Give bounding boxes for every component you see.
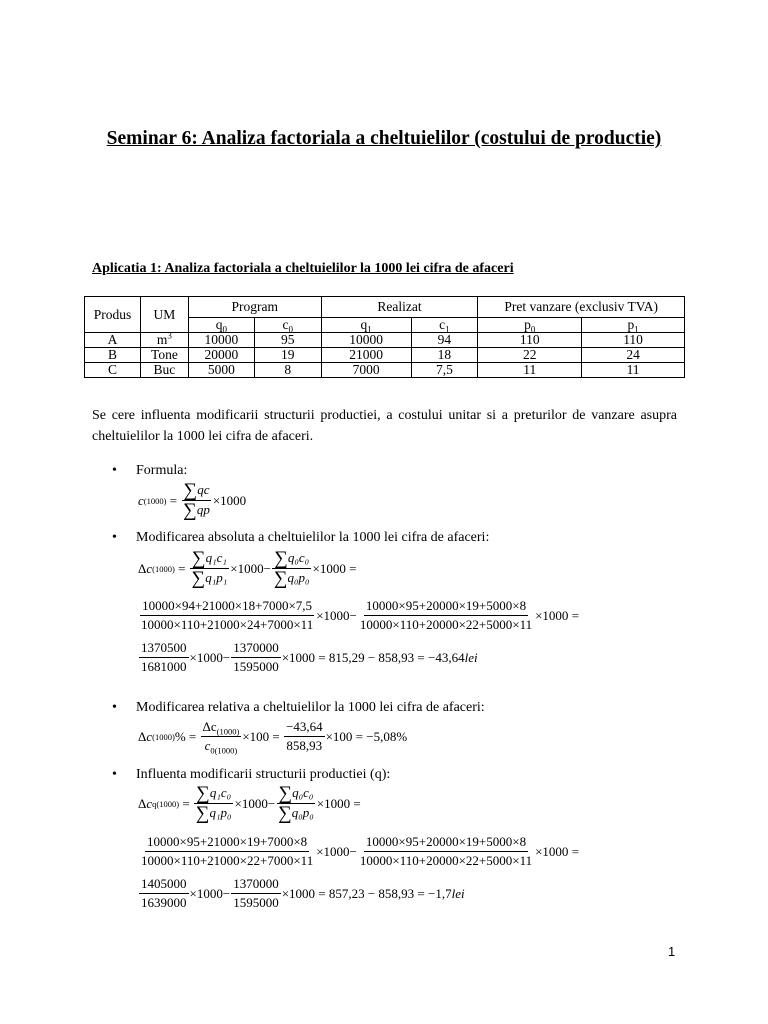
table-row [85,363,685,378]
subheader-c0: $c_0$ [254,317,321,332]
header-realizat: Realizat [321,297,478,318]
cell-p0: 110 [478,333,582,348]
bullet-dot: • [112,767,117,782]
bullet-dot: • [112,530,117,545]
formula-structure-influence: Δ c q (1000) = $\frac{\text{∑q₁c₀}}{\text{∑q₁p₀}}$ ×1000 − $\frac{\text{∑q₀c₀}}{\text{∑q₀p₀}}$ ×1000 = [138,783,361,824]
formula-absolute-expanded: $\frac{10000\times 94+21000\times 18+7000\times 7,5}{10000\times 110+21000\times 24+7000\times 11}$ ×1000 − $\frac{10000\times 95+20000\times 19+5000\times 8}{10000\times 110+20000\times 22+5000\times 11}$ ×1000 = [141,598,580,632]
table-header-row [85,297,685,318]
data-table [84,296,685,378]
formula-absolute-change: Δ c (1000) = $\frac{\text{∑q₁c₁}}{\text{∑q₁p₁}}$ ×1000 − $\frac{\text{∑q₀c₀}}{\text{∑q₀p₀}}$ ×1000 = [138,548,357,589]
table-row [85,348,685,363]
header-um: UM [140,297,188,333]
subheader-q0: $q_0$ [188,317,254,332]
formula-absolute-result: $\frac{1370500}{1681000}$ ×1000 − $\frac{1370000}{1595000}$ ×1000 = 815,29 − 858,93 = −43,64 lei [141,640,478,674]
page-number: 1 [668,944,676,959]
cell-um: Buc [140,363,188,378]
section-heading: Aplicatia 1: Analiza factoriala a cheltuielilor la 1000 lei cifra de afaceri [92,261,514,276]
bullet-dot: • [112,463,117,478]
cell-produs: C [85,363,141,378]
cell-p1: 24 [582,348,685,363]
cell-q0: 5000 [188,363,254,378]
cell-c0: 8 [254,363,321,378]
cell-q0: 20000 [188,348,254,363]
formula-relative-change: Δ c (1000) % = $\frac{\Delta c_{(1000)}}{c_{0(1000)}}$ ×100 = $\frac{-43,64}{858,93}$ ×100 = −5,08% [138,719,408,756]
cell-q0: 10000 [188,333,254,348]
header-pret: Pret vanzare (exclusiv TVA) [478,297,685,318]
subheader-p0: $p_0$ [478,317,582,332]
cell-produs: A [85,333,141,348]
cell-p0: 11 [478,363,582,378]
cell-c0: 19 [254,348,321,363]
cell-c1: 7,5 [411,363,478,378]
bullet-structure: Influenta modificarii structurii productiei (q): [136,767,391,782]
cell-q1: 7000 [321,363,411,378]
cell-produs: B [85,348,141,363]
formula-structure-expanded: $\frac{10000\times 95+21000\times 19+7000\times 8}{10000\times 110+21000\times 22+7000\times 11}$ ×1000 − $\frac{10000\times 95+20000\times 19+5000\times 8}{10000\times 110+20000\times 22+5000\times 11}$ ×1000 = [141,834,580,868]
cell-p0: 22 [478,348,582,363]
cell-c1: 18 [411,348,478,363]
table-row [85,333,685,348]
cell-um: Tone [140,348,188,363]
subheader-q1: $q_1$ [321,317,411,332]
cell-um: $m^3$ [140,333,188,348]
formula-structure-result: $\frac{1405000}{1639000}$ ×1000 − $\frac{1370000}{1595000}$ ×1000 = 857,23 − 858,93 = −1,7 lei [141,876,465,910]
header-produs: Produs [85,297,141,333]
bullet-dot: • [112,700,117,715]
cell-p1: 110 [582,333,685,348]
bullet-absolute: Modificarea absoluta a cheltuielilor la 1000 lei cifra de afaceri: [136,530,490,545]
formula-c1000: c (1000) = $\frac{\sum qc}{\sum qp}$ ×1000 [138,480,247,521]
header-program: Program [188,297,321,318]
bullet-formula: Formula: [136,463,188,478]
cell-c0: 95 [254,333,321,348]
cell-q1: 21000 [321,348,411,363]
cell-c1: 94 [411,333,478,348]
subheader-c1: $c_1$ [411,317,478,332]
task-paragraph: Se cere influenta modificarii structurii productiei, a costului unitar si a preturilor de vanzare asupra cheltuielilor la 1000 lei cifra de afaceri. [92,408,677,444]
cell-q1: 10000 [321,333,411,348]
cell-p1: 11 [582,363,685,378]
bullet-relative: Modificarea relativa a cheltuielilor la 1000 lei cifra de afaceri: [136,700,485,715]
subheader-p1: $p_1$ [582,317,685,332]
page-title: Seminar 6: Analiza factoriala a cheltuielilor (costului de productie) [106,128,662,149]
